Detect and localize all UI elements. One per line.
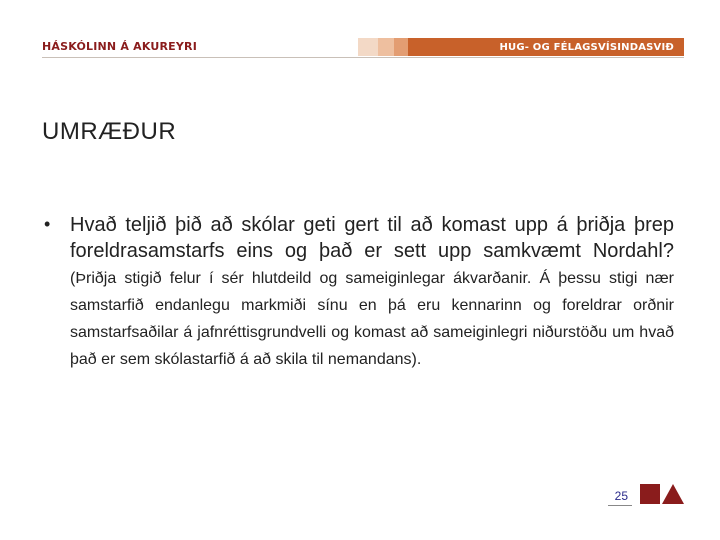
bullet-question: Hvað teljið þið að skólar geti gert til að komast upp á þriðja þrep foreldrasamstarfs eins og það er sett upp samkvæmt Nordahl? — [70, 214, 674, 262]
bullet-detail: (Þriðja stigið felur í sér hlutdeild og sameiginlegar ákvarðanir. Á þessu stigi nær samstarfið endanlegu markmiði sínu en þá eru kennarinn og foreldrar orðnir samstarfsaðilar á jafnréttisgrundvelli og komast að sameiginlegri niðurstöðu um hvað það er sem skólastarfið á að skila til nemandans). — [70, 270, 674, 368]
page-number-underline — [608, 505, 632, 506]
bullet-dot-icon: • — [44, 214, 51, 234]
banner-gradient-segment — [394, 38, 408, 56]
square-icon — [640, 484, 660, 504]
institution-name: HÁSKÓLINN Á AKUREYRI — [42, 40, 197, 53]
slide-title: UMRÆÐUR — [42, 118, 177, 145]
banner-gradient-segment — [378, 38, 394, 56]
faculty-banner — [358, 38, 684, 56]
banner-gradient-segment — [358, 38, 378, 56]
header-divider — [42, 57, 684, 58]
triangle-icon — [662, 484, 684, 504]
page-number: 25 — [614, 489, 628, 503]
bullet-item — [44, 212, 674, 372]
bullet-text — [70, 212, 674, 372]
faculty-name: HUG- OG FÉLAGSVÍSINDASVIÐ — [408, 38, 684, 56]
